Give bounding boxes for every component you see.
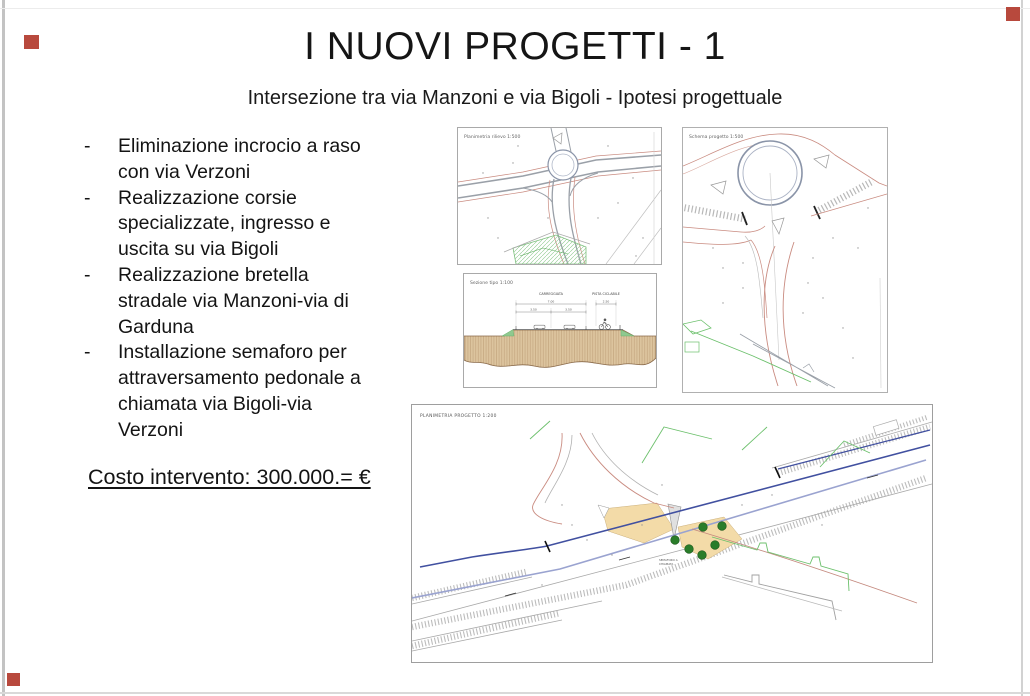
drawing-title: Planimetria rilievo 1:500 — [464, 135, 521, 140]
svg-text:CHIAMATA: CHIAMATA — [659, 562, 674, 566]
bullet-text — [118, 263, 434, 340]
road-detail — [803, 364, 814, 372]
bullet-line: chiamata via Bigoli-via — [118, 392, 313, 415]
bullet-text — [118, 134, 434, 186]
roadway-label: CARREGGIATA — [539, 292, 563, 296]
ramp-edge — [745, 236, 763, 318]
hatched-shoulder — [412, 417, 930, 646]
bullet-line: Eliminazione incrocio a raso — [118, 135, 361, 157]
secondary-road — [724, 575, 836, 620]
drawing-title: PLANIMETRIA PROGETTO 1:200 — [420, 414, 497, 419]
paved-island-area — [602, 503, 674, 543]
bullet-line: uscita su via Bigoli — [118, 238, 279, 261]
dimension-text — [530, 300, 609, 312]
bullet-text — [118, 340, 434, 443]
secondary-road — [722, 577, 842, 611]
cycle-path-label: PISTA CICLABILE — [592, 292, 620, 296]
svg-text:2.50: 2.50 — [602, 299, 610, 304]
road-edge-red — [683, 226, 765, 232]
project-scheme-svg — [683, 128, 887, 392]
survey-plan-svg — [458, 128, 661, 264]
corner-marker-top-right — [1006, 7, 1020, 21]
list-item — [84, 263, 434, 340]
parcel-line — [880, 278, 881, 388]
page-edge-top — [0, 8, 1030, 9]
bullet-line: specializzate, ingresso e — [118, 212, 331, 235]
traffic-island — [772, 218, 784, 234]
roundabout-circle — [548, 150, 578, 180]
svg-text:3.50: 3.50 — [565, 307, 572, 312]
typical-section-drawing — [463, 273, 657, 388]
road-edge-red — [764, 246, 778, 386]
road-edge-red — [683, 240, 751, 244]
traffic-island — [814, 155, 829, 168]
bullet-line: Realizzazione corsie — [118, 186, 297, 209]
list-item — [84, 186, 434, 263]
list-item — [84, 134, 434, 186]
green-boundary — [685, 342, 699, 352]
road-edge-red — [783, 242, 797, 386]
svg-text:SEMAFORO A: SEMAFORO A — [659, 558, 678, 562]
road-edge — [740, 334, 835, 388]
page-title: I NUOVI PROGETTI - 1 — [304, 25, 726, 68]
project-plan-drawing — [411, 404, 933, 663]
drawing-title: Schema progetto 1:500 — [689, 135, 744, 140]
hatched-shoulder — [816, 181, 873, 212]
page-edge-bottom — [0, 692, 1030, 694]
road-edge — [412, 422, 932, 651]
bullet-line: Realizzazione bretella — [118, 263, 309, 286]
drawing-title: Sezione tipo 1:100 — [470, 281, 513, 286]
page-subtitle: Intersezione tra via Manzoni e via Bigoli - Ipotesi progettuale — [247, 87, 783, 109]
traffic-island — [711, 181, 726, 194]
bullet-line: Garduna — [118, 315, 194, 338]
survey-points — [712, 207, 868, 358]
project-lane-blue — [778, 430, 930, 469]
bullet-dash: - — [84, 186, 91, 209]
green-boundary — [683, 320, 711, 334]
bullet-dash: - — [84, 135, 91, 157]
list-item — [84, 340, 434, 443]
bullet-line: stradale via Manzoni-via di — [118, 289, 349, 312]
vehicle-glyph — [534, 325, 575, 330]
bullet-list — [84, 134, 434, 444]
bullet-text — [118, 186, 434, 263]
embankment-slope — [502, 330, 514, 337]
bullet-dash: - — [84, 341, 91, 364]
bullet-dash: - — [84, 263, 91, 286]
cost-note: Costo intervento: 300.000.= € — [88, 465, 371, 489]
green-boundary — [691, 331, 811, 382]
project-scheme-drawing — [682, 127, 888, 393]
bullet-line: attraversamento pedonale a — [118, 367, 361, 390]
section-tick — [742, 212, 747, 225]
svg-text:3.50: 3.50 — [530, 307, 537, 312]
bullet-line: con via Verzoni — [118, 160, 251, 183]
parcel-line — [606, 190, 661, 264]
bullet-line: Installazione semaforo per — [118, 341, 347, 364]
project-plan-svg — [412, 405, 932, 662]
hatched-shoulder — [683, 207, 745, 219]
embankment-slope — [621, 330, 634, 336]
svg-text:7.00: 7.00 — [547, 299, 555, 304]
corner-marker-bottom-left — [7, 673, 20, 686]
bullet-line: Verzoni — [118, 418, 184, 441]
survey-plan-drawing — [457, 127, 662, 265]
cyclist-glyph — [599, 319, 610, 330]
typical-section-svg — [464, 274, 656, 387]
